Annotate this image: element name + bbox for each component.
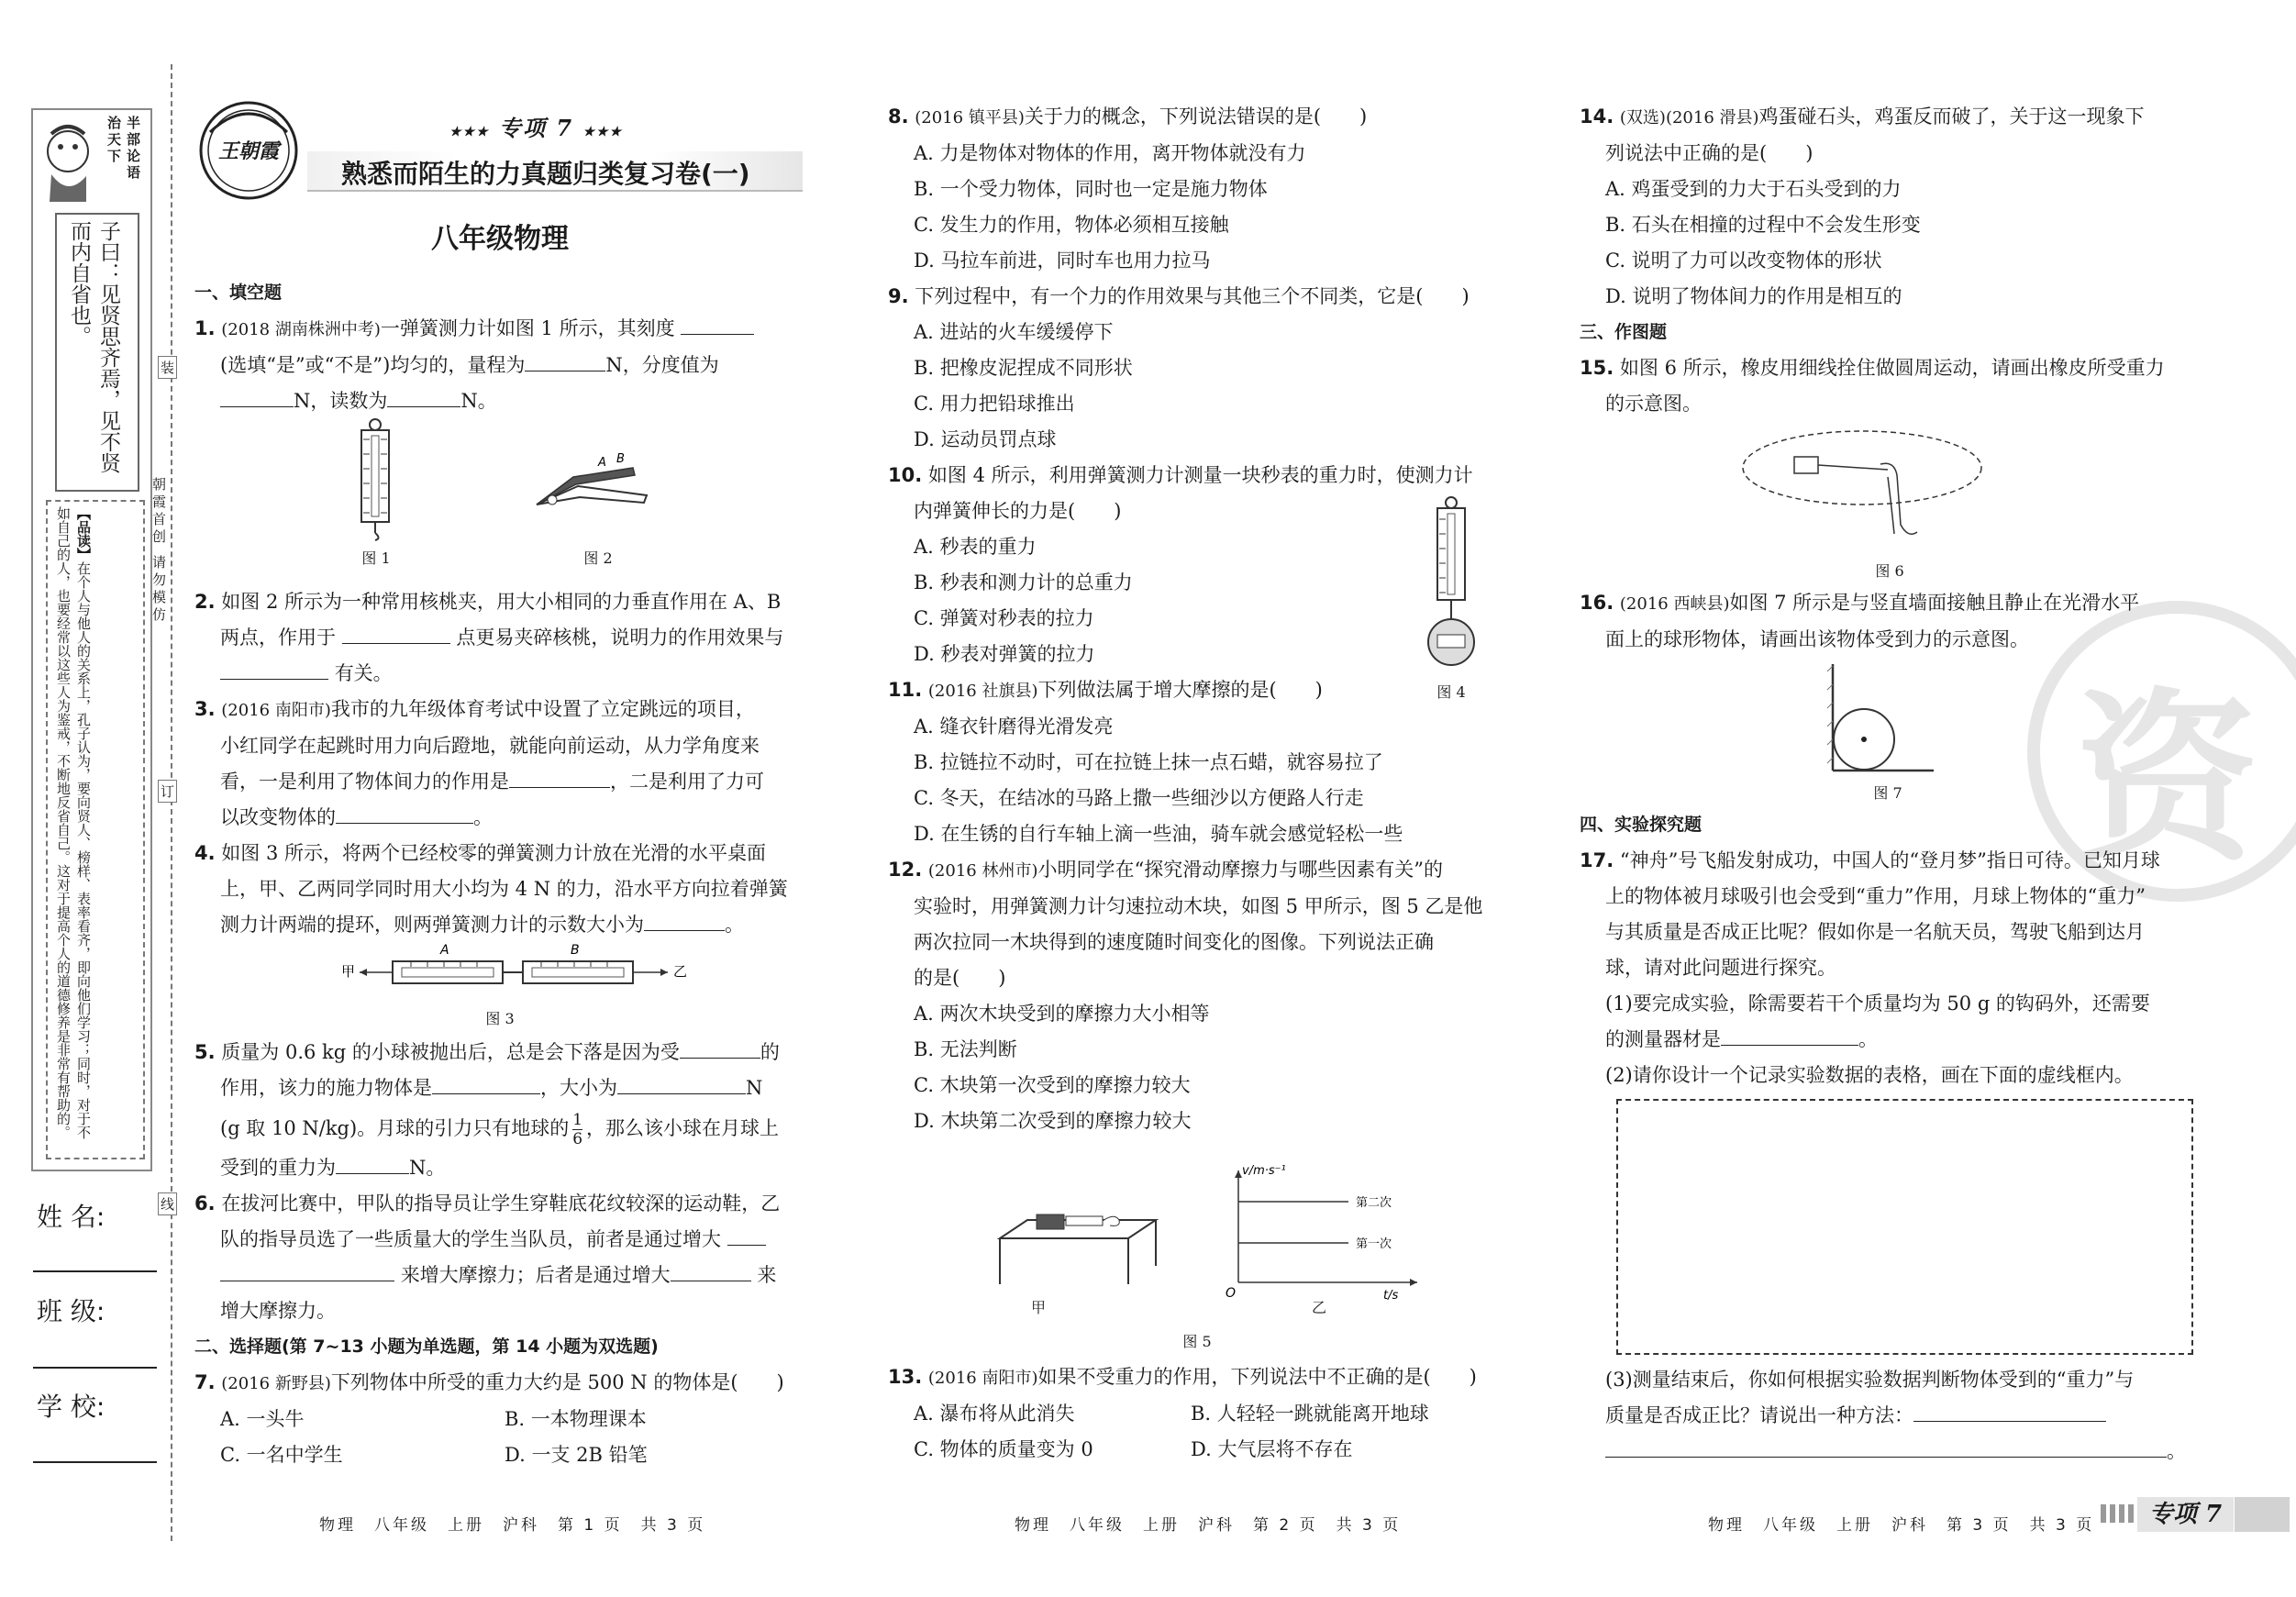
answer-blank[interactable] [220,386,294,407]
fig3-label-a: A [440,943,449,958]
pinchu-text [53,506,94,1148]
figure-4-caption: 图 4 [1436,683,1466,701]
footer-badge-bar [2235,1497,2290,1532]
vertical-note: 朝霞首创 请勿模仿 [150,477,167,625]
figure-5-jia-apparatus [982,1192,1165,1293]
question-8: 8. (2016 镇平县)关于力的概念，下列说法错误的是( ) [888,105,1368,128]
fig5-xlabel: t/s [1383,1289,1399,1301]
fig5-origin: O [1226,1286,1237,1301]
fig5-second: 第二次 [1356,1196,1392,1210]
fig3-label-b: B [571,943,580,958]
footer-badge: 专项 7 [2137,1497,2234,1532]
footer-badge-dots [2101,1504,2137,1523]
question-4: 4. 如图 3 所示，将两个已经校零的弹簧测力计放在光滑的水平桌面 [194,842,766,864]
binding-line [171,64,172,1541]
figure-5-yi: 乙 [1311,1299,1326,1316]
answer-blank[interactable] [336,1153,409,1174]
stars-left: ★★★ [449,125,490,139]
fraction-one-sixth: $\frac{1}{6}$ [572,1111,583,1148]
answer-blank[interactable] [644,910,725,931]
figure-1-spring-scale [352,417,398,541]
answer-blank[interactable] [342,623,450,644]
seal-char-1: 装 [158,356,177,379]
pinchu-label: 【品读】 [75,506,92,561]
logo-box [33,110,147,206]
school-field[interactable] [33,1461,157,1463]
fig5-first: 第一次 [1356,1237,1392,1251]
page-title: 熟悉而陌生的力真题归类复习卷(一) [341,159,750,189]
figure-3-two-spring-scales [339,937,706,1002]
fig2-label-b: B [616,452,625,466]
answer-blank[interactable] [387,386,460,407]
footer-page-2: 物理 八年级 上册 沪科 第 2 页 共 3 页 [1015,1516,1402,1535]
fig3-yi: 乙 [673,963,688,980]
subject-title: 八年级物理 [431,223,569,255]
figure-7-caption: 图 7 [1873,784,1902,802]
name-label: 姓 名: [37,1202,105,1232]
quote-text: 子曰：见贤思齐焉，见不贤而内自省也。 [67,220,120,473]
figure-5-caption: 图 5 [1182,1333,1212,1350]
answer-blank[interactable] [1605,1436,2167,1458]
column-3: 14. (双选)(2016 滑县)鸡蛋碰石头，鸡蛋反而破了，关于这一现象下 列说法中正确的是( ) A. 鸡蛋受到的力大于石头受到的力 B. 石头在相撞的过程中不会发生形变 C. 说明了力可以改变物体的形状 D. 说明了物体间力的作用是相互的 三、作图题 15. 如图 6 所示，橡皮用细线拴住做圆周运动，请画出橡皮所受重力 的示意图。 [1580,99,2203,422]
brand-seal [197,99,300,202]
class-label: 班 级: [37,1296,105,1326]
figure-5-yi-vt-graph [1220,1163,1422,1301]
question-15: 15. 如图 6 所示，橡皮用细线拴住做圆周运动，请画出橡皮所受重力 [1580,357,2165,379]
section-4-heading: 四、实验探究题 [1580,815,1703,835]
question-5: 5. 质量为 0.6 kg 的小球被抛出后，总是会下落是因为受 的 [194,1035,818,1070]
answer-blank[interactable] [220,1260,394,1281]
answer-blank[interactable] [727,1225,766,1246]
series-line [449,110,623,142]
brand-name: 王朝霞 [217,139,279,163]
column-1-part-2: 2. 如图 2 所示为一种常用核桃夹，用大小相同的力垂直作用在 A、B 两点，作用于 点更易夹碎核桃，说明力的作用效果与 有关。 3. (2016 南阳市)我市的九年级体育考试中设置了立定跳远的项目， 小红同学在起跳时用力向后蹬地，就能向前运动，从力学角度来 看，一是利用了物体间力的作用是 ，二是利用了力可 以改变物体的 。 4. 如图 3 所示，将两个已经校零的弹簧测力计放在光滑的水平桌面 上，甲、乙两同学同时用大小均为 4 N 的力，沿水平方向拉着弹簧 测力计两端的提环，则两弹簧测力计的示数大小为 。 [194,584,818,943]
answer-blank[interactable] [681,314,754,335]
column-2: 8. (2016 镇平县)关于力的概念，下列说法错误的是( ) A. 力是物体对物体的作用，离开物体就没有力 B. 一个受力物体，同时也一定是施力物体 C. 发生力的作用，物体必须相互接触 D. 马拉车前进，同时车也用力拉马 9. 下列过程中，有一个力的作用效果与其他三个不同类，它是( ) A. 进站的火车缓缓停下 B. 把橡皮泥捏成不同形状 C. 用力把铅球推出 D. 运动员罚点球 10. 如图 4 所示，利用弹簧测力计测量一块秒表的重力时，使测力计 内弹簧伸长的力是( ) A. 秒表的重力 B. 秒表和测力计的总重力 C. 弹簧对秒表的拉力 D. 秒表对弹簧的拉力 11. (2016 社旗县)下列做法属于增大摩擦的是( ) A. 缝衣针磨得光滑发亮 B. 拉链拉不动时，可在拉链上抹一点石蜡，就容易拉了 C. 冬天，在结冰的马路上撒一些细沙以方便路人行走 D. 在生锈的自行车轴上滴一些油，骑车就会感觉轻松一些 12. (2016 林州市)小明同学在“探究滑动摩擦力与哪些因素有关”的 实验时，用弹簧测力计匀速拉动木块，如图 5 甲所示，图 5 乙是他 两次拉同一木块得到的速度随时间变化的图像。下列说法正确 的是( ) A. 两次木块受到的摩擦力大小相等 B. 无法判断 C. 木块第一次受到的摩擦力较大 D. 木块第二次受到的摩擦力较大 [888,99,1512,1139]
question-7: 7. (2016 新野县)下列物体中所受的重力大约是 500 N 的物体是( ) [194,1371,784,1393]
answer-blank[interactable] [617,1073,746,1094]
figure-3-caption: 图 3 [485,1010,515,1027]
figure-1-caption: 图 1 [361,549,391,567]
answer-blank[interactable] [525,350,605,372]
question-9: 9. 下列过程中，有一个力的作用效果与其他三个不同类，它是( ) [888,285,1470,307]
question-12: 12. (2016 林州市)小明同学在“探究滑动摩擦力与哪些因素有关”的 [888,859,1443,881]
answer-blank[interactable] [1721,1025,1858,1046]
question-11: 11. (2016 社旗县)下列做法属于增大摩擦的是( ) [888,679,1323,701]
stars-right: ★★★ [582,125,624,139]
answer-blank[interactable] [1913,1401,2106,1422]
answer-blank[interactable] [432,1073,540,1094]
fig3-jia: 甲 [341,963,356,980]
section-3-heading: 三、作图题 [1580,322,1668,342]
footer-page-3: 物理 八年级 上册 沪科 第 3 页 共 3 页 [1708,1516,2095,1535]
question-6: 6. 在拔河比赛中，甲队的指导员让学生穿鞋底花纹较深的运动鞋，乙 [194,1192,781,1214]
column-3-part-3: 四、实验探究题 17. “神舟”号飞船发射成功，中国人的“登月梦”指日可待。已知月球 上的物体被月球吸引也会受到“重力”作用，月球上物体的“重力” 与其质量是否成正比呢？假如你是一名航天员，驾驶飞船到达月 球，请对此问题进行探究。 (1)要完成实验，除需要若干个质量均为 50 g 的钩码外，还需要 的测量器材是 。 (2)请你设计一个记录实验数据的表格，画在下面的虚线框内。 [1580,807,2203,1093]
figure-5-jia: 甲 [1030,1299,1046,1316]
question-2: 2. 如图 2 所示为一种常用核桃夹，用大小相同的力垂直作用在 A、B [194,591,782,613]
column-1: 一、填空题 1. (2018 湖南株洲中考)一弹簧测力计如图 1 所示，其刻度 (选填“是”或“不是”)均匀的，量程为 N，分度值为 N，读数为 N。 [194,275,818,419]
footer-page-1: 物理 八年级 上册 沪科 第 1 页 共 3 页 [319,1516,706,1535]
answer-blank[interactable] [671,1260,751,1281]
class-field[interactable] [33,1367,157,1369]
question-10: 10. 如图 4 所示，利用弹簧测力计测量一块秒表的重力时，使测力计 [888,464,1473,486]
figure-2-caption: 图 2 [583,549,613,567]
figure-7-ball-at-wall [1825,662,1936,777]
data-table-draw-box[interactable] [1616,1099,2193,1355]
question-17: 17. “神舟”号飞船发射成功，中国人的“登月梦”指日可待。已知月球 [1580,849,2160,871]
watermark-char: 资 [2075,673,2259,887]
logo-text: 半部论语 治天下 [105,116,141,182]
question-16: 16. (2016 西峡县)如图 7 所示是与竖直墙面接触且静止在光滑水平 [1580,592,2140,614]
series-label: 专项 7 [499,115,574,141]
question-3: 3. (2016 南阳市)我市的九年级体育考试中设置了立定跳远的项目， [194,698,755,720]
question-1: 1. (2018 湖南株洲中考)一弹簧测力计如图 1 所示，其刻度 [194,311,818,348]
seal-char-3: 线 [158,1192,177,1215]
column-3-part-2: 16. (2016 西峡县)如图 7 所示是与竖直墙面接触且静止在光滑水平 面上的球形物体，请画出该物体受到力的示意图。 [1580,585,2203,658]
question-14: 14. (双选)(2016 滑县)鸡蛋碰石头，鸡蛋反而破了，关于这一现象下 [1580,105,2145,128]
section-1-heading: 一、填空题 [194,283,283,303]
answer-blank[interactable] [336,803,473,824]
column-3-part-4: (3)测量结束后，你如何根据实验数据判断物体受到的“重力”与 质量是否成正比？请说出一种方法： 。 [1605,1369,2186,1462]
name-field[interactable] [33,1270,157,1272]
answer-blank[interactable] [509,767,610,788]
figure-6-circular-motion [1734,424,1991,552]
fig2-label-a: A [598,456,606,470]
question-13: 13. (2016 南阳市)如果不受重力的作用，下列说法中不正确的是( ) [888,1366,1477,1388]
school-label: 学 校: [37,1392,105,1422]
column-1-part-3: 5. 质量为 0.6 kg 的小球被抛出后，总是会下落是因为受 的 作用，该力的施力物体是 ，大小为 N (g 取 10 N/kg)。月球的引力只有地球的 $\frac{1}{6}$ ，那么该小球在月球上 受到的重力为 N。 6. 在拔河比赛中，甲队的指导员让学生穿鞋底花纹较深的运动鞋，乙 队的指导员选了一些质量大的学生当队员，前者是通过增大 来增大摩擦力；后者是通过增大 来 增大摩擦力。 二、选择题(第 7~13 小题为单选题，第 14 小题为双选题) 7. (2016 新野县)下列物体中所受的重力大约是 500 N 的物体是( ) A. 一头牛 B. 一本物理课本 C. 一名中学生 D. 一支 2B 铅笔 [194,1035,818,1473]
answer-blank[interactable] [680,1037,760,1059]
fig5-ylabel: v/m·s⁻¹ [1242,1164,1286,1178]
column-2-part-2: 13. (2016 南阳市)如果不受重力的作用，下列说法中不正确的是( ) A. 瀑布将从此消失 B. 人轻轻一跳就能离开地球 C. 物体的质量变为 0 D. 大气层将不存在 [888,1359,1512,1468]
pinchu-body: 在个人与他人的关系上，孔子认为，要向贤人、榜样、表率看齐，即向他们学习；同时，对于不如自己的人，也要经常以这些人为鉴戒，不断地反省自己。这对于提高个人的道德修养是非常有帮助的。 [55,506,92,1139]
answer-blank[interactable] [220,659,328,680]
figure-4-scale-with-stopwatch [1424,495,1479,679]
section-2-heading: 二、选择题(第 7~13 小题为单选题，第 14 小题为双选题) [194,1336,659,1357]
figure-2-nutcracker [532,449,651,518]
seal-char-2: 订 [158,780,177,803]
figure-6-caption: 图 6 [1875,562,1904,580]
